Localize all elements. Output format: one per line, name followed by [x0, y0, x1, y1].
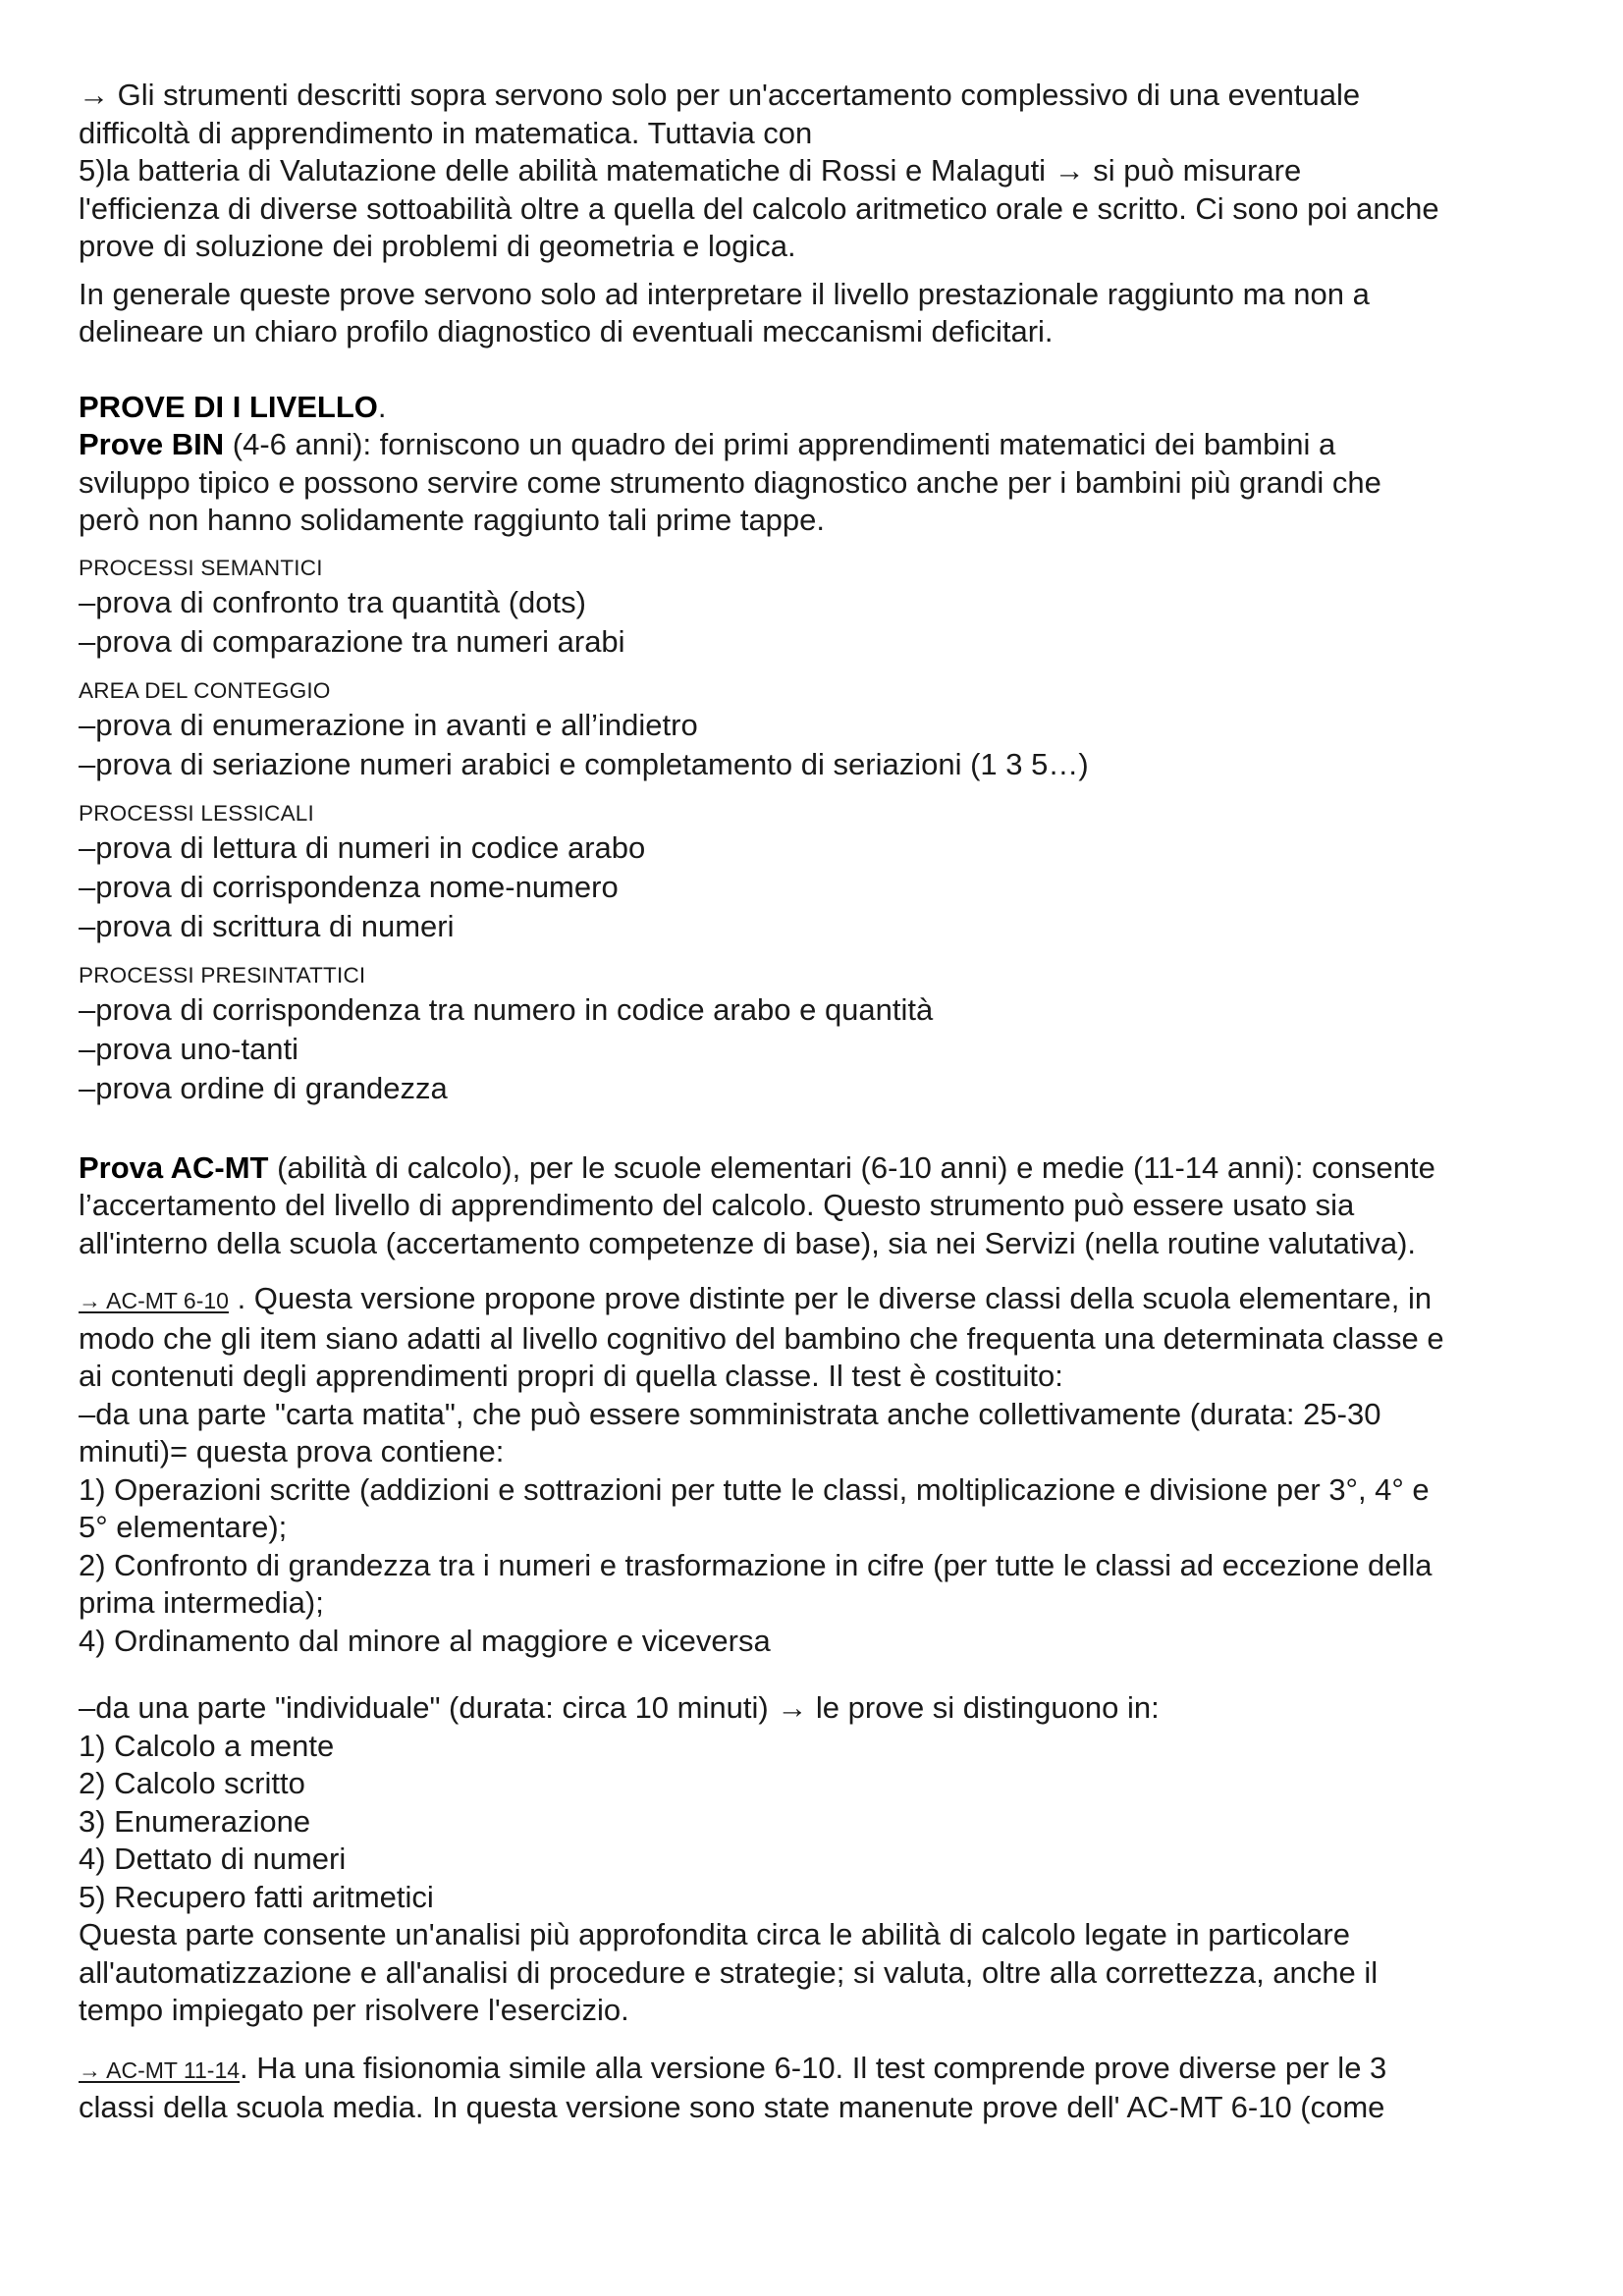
text-line: difficoltà di apprendimento in matematica. Tuttavia con — [79, 115, 813, 150]
text-line: l'efficienza di diverse sottoabilità oltre a quella del calcolo aritmetico orale e scritto. Ci sono poi anche — [79, 190, 1439, 226]
list-item: –prova uno-tanti — [79, 1031, 299, 1066]
bin-first-line — [79, 426, 1551, 464]
section-processi-lessicali — [79, 799, 1551, 946]
bin-label: Prove BIN — [79, 427, 225, 461]
text-line: ai contenuti degli apprendimenti propri di quella classe. Il test è costituito: — [79, 1359, 1063, 1393]
text-line: modo che gli item siano adatti al livello cognitivo del bambino che frequenta una determinata classe e — [79, 1320, 1444, 1356]
section-title: PROCESSI LESSICALI — [79, 800, 314, 826]
text-line: 5) Recupero fatti aritmetici — [79, 1879, 434, 1914]
text-line: prima intermedia); — [79, 1585, 324, 1620]
prove-primo-livello — [79, 389, 1551, 540]
text-line: –da una parte "individuale" (durata: circa 10 minuti) → le prove si distinguono in: — [79, 1690, 1160, 1725]
text-line: sviluppo tipico e possono servire come strumento diagnostico anche per i bambini più grandi che — [79, 464, 1381, 500]
section-title: AREA DEL CONTEGGIO — [79, 677, 331, 703]
bin-text: (4-6 anni): forniscono un quadro dei primi apprendimenti matematici dei bambini a — [224, 427, 1336, 461]
text-line: minuti)= questa prova contiene: — [79, 1434, 505, 1468]
acmt1114-text: . Ha una fisionomia simile alla versione 6-10. Il test comprende prove diverse per le 3 — [240, 2050, 1387, 2085]
document-page — [79, 77, 1551, 2127]
list-item: –prova ordine di grandezza — [79, 1070, 448, 1105]
text-line: prove di soluzione dei problemi di geometria e logica. — [79, 229, 796, 263]
text-line: Questa parte consente un'analisi più approfondita circa le abilità di calcolo legate in particolare — [79, 1917, 1350, 1951]
section-area-conteggio — [79, 676, 1551, 784]
acmt-11-14 — [79, 2050, 1551, 2127]
acmt-text: (abilità di calcolo), per le scuole elementari (6-10 anni) e medie (11-14 anni): consente — [268, 1149, 1435, 1185]
list-item: –prova di corrispondenza tra numero in codice arabo e quantità — [79, 991, 934, 1027]
acmt-6-10 — [79, 1280, 1551, 1660]
text-line: 1) Calcolo a mente — [79, 1728, 335, 1763]
acmt-6-10-link[interactable]: → AC-MT 6-10 — [79, 1288, 229, 1313]
intro-paragraph-2 — [79, 276, 1551, 351]
prova-acmt — [79, 1149, 1551, 1263]
section-processi-semantici — [79, 554, 1551, 662]
acmt-label: Prova AC-MT — [79, 1149, 269, 1185]
acmt-first-line — [79, 1149, 1551, 1188]
list-item: –prova di scrittura di numeri — [79, 908, 455, 943]
text-line: all'automatizzazione e all'analisi di procedure e strategie; si valuta, oltre alla correttezza, anche il — [79, 1954, 1379, 1990]
text-line: 3) Enumerazione — [79, 1803, 311, 1839]
list-item: –prova di confronto tra quantità (dots) — [79, 584, 586, 619]
text-line: 2) Confronto di grandezza tra i numeri e trasformazione in cifre (per tutte le classi ad eccezione della — [79, 1547, 1433, 1582]
text-line: l’accertamento del livello di apprendimento del calcolo. Questo strumento può essere usato sia — [79, 1188, 1355, 1222]
text-line: delineare un chiaro profilo diagnostico di eventuali meccanismi deficitari. — [79, 314, 1054, 348]
intro-paragraph-1 — [79, 77, 1551, 266]
acmt610-text: . Questa versione propone prove distinte per le diverse classi della scuola elementare, in — [228, 1281, 1433, 1315]
section-processi-presintattici — [79, 961, 1551, 1108]
heading-text: PROVE DI I LIVELLO — [79, 389, 378, 424]
acmt-6-10-individuale — [79, 1689, 1551, 2030]
heading-suffix: . — [377, 389, 387, 424]
text-line: classi della scuola media. In questa versione sono state manenute prove dell' AC-MT 6-10 (come — [79, 2090, 1385, 2124]
list-item: –prova di enumerazione in avanti e all’indietro — [79, 707, 698, 742]
section-heading — [79, 389, 1551, 427]
list-item: –prova di seriazione numeri arabici e completamento di seriazioni (1 3 5…) — [79, 746, 1089, 781]
section-title: PROCESSI SEMANTICI — [79, 555, 323, 580]
list-item: –prova di comparazione tra numeri arabi — [79, 623, 625, 659]
text-line: 5)la batteria di Valutazione delle abilità matematiche di Rossi e Malaguti → si può misurare — [79, 153, 1302, 187]
acmt-11-14-link[interactable]: → AC-MT 11-14 — [79, 2056, 241, 2083]
text-line: → Gli strumenti descritti sopra servono solo per un'accertamento complessivo di una eventuale — [79, 78, 1361, 112]
text-line: In generale queste prove servono solo ad interpretare il livello prestazionale raggiunto ma non a — [79, 276, 1370, 311]
text-line: 1) Operazioni scritte (addizioni e sottrazioni per tutte le classi, moltiplicazione e divisione per 3°, 4° e — [79, 1471, 1430, 1507]
text-line: però non hanno solidamente raggiunto tali prime tappe. — [79, 503, 826, 537]
text-line: 4) Dettato di numeri — [79, 1842, 347, 1876]
text-line: all'interno della scuola (accertamento competenze di base), sia nei Servizi (nella routine valutativa). — [79, 1225, 1417, 1260]
text-line: 5° elementare); — [79, 1510, 288, 1544]
acmt610-first-line — [79, 1280, 1551, 1320]
text-line: tempo impiegato per risolvere l'esercizio. — [79, 1993, 629, 2027]
list-item: –prova di lettura di numeri in codice arabo — [79, 829, 646, 865]
text-line: 2) Calcolo scritto — [79, 1766, 305, 1800]
section-title: PROCESSI PRESINTATTICI — [79, 962, 366, 988]
text-line: –da una parte "carta matita", che può essere somministrata anche collettivamente (durata: 25-30 — [79, 1396, 1381, 1431]
text-line: 4) Ordinamento dal minore al maggiore e viceversa — [79, 1623, 771, 1658]
list-item: –prova di corrispondenza nome-numero — [79, 869, 619, 904]
acmt1114-first-line — [79, 2050, 1551, 2090]
